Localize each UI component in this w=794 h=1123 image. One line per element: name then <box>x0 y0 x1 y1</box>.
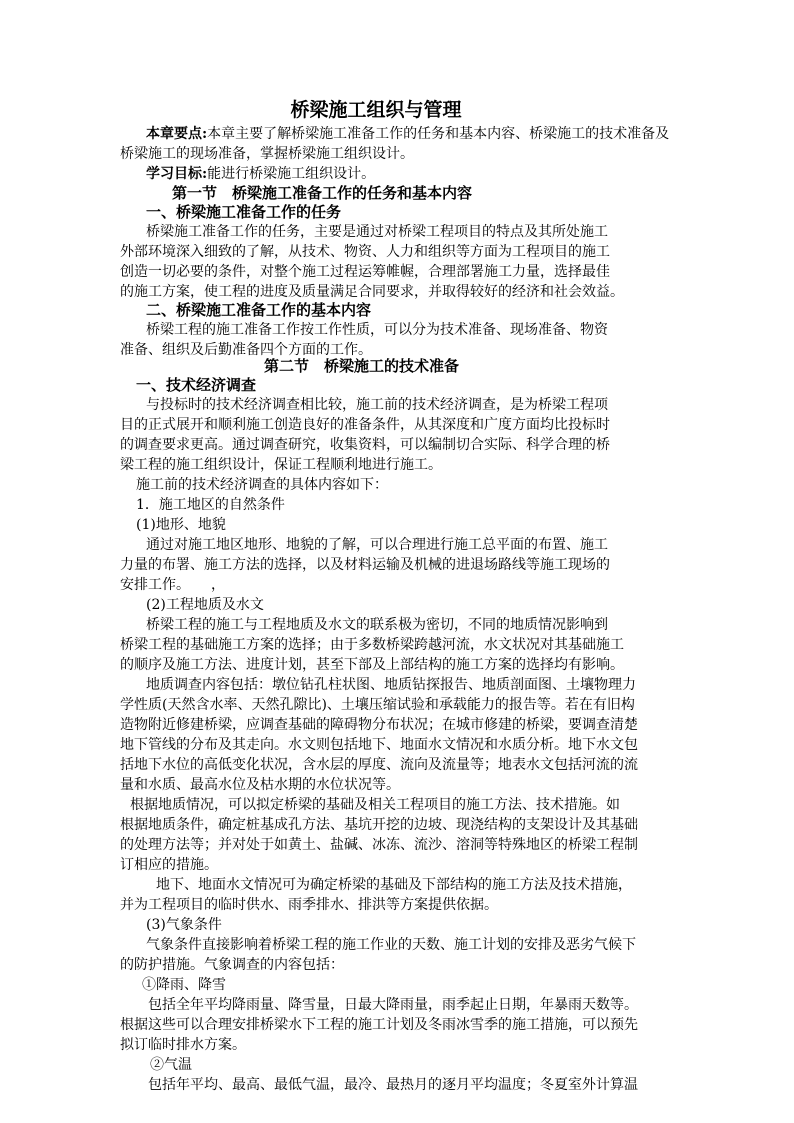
section-2-title: 第二节 桥梁施工的技术准备 <box>264 357 460 375</box>
learning-goal-line <box>146 164 375 184</box>
section-1-heading-2: 二、桥梁施工准备工作的基本内容 <box>146 301 372 319</box>
paragraph-line: 施工前的技术经济调查的具体内容如下： <box>136 477 388 493</box>
paragraph-line: 的处理方法等；并对处于如黄土、盐碱、冰冻、流沙、溶洞等特殊地区的桥梁工程制 <box>120 837 638 853</box>
paragraph-line: 括地下水位的高低变化状况，含水层的厚度、流向及流量等；地表水文包括河流的流 <box>120 757 638 773</box>
paragraph-line: 学性质(天然含水率、天然孔隙比)、土壤压缩试验和承载能力的报告等。若在有旧构 <box>120 697 635 713</box>
paragraph-line: 准备、组织及后勤准备四个方面的工作。 <box>120 342 372 358</box>
key-points-line-2: 桥梁施工的现场准备，掌握桥梁施工组织设计。 <box>120 146 414 162</box>
paragraph-line: 量和水质、最高水位及枯水期的水位状况等。 <box>120 777 400 793</box>
paragraph-line: 安排工作。 ， <box>120 577 225 593</box>
paragraph-line: 桥梁工程的施工与工程地质及水文的联系极为密切，不同的地质情况影响到 <box>146 617 608 633</box>
learning-goal-label: 学习目标: <box>146 166 208 182</box>
paragraph-line: 外部环境深入细致的了解，从技术、物资、人力和组织等方面为工程项目的施工 <box>120 244 610 260</box>
paragraph-line: 包括年平均、最高、最低气温，最冷、最热月的逐月平均温度；冬夏室外计算温 <box>148 1077 638 1093</box>
learning-goal-text: 能进行桥梁施工组织设计。 <box>207 166 376 182</box>
paragraph-line: 的施工方案，使工程的进度及质量满足合同要求，并取得较好的经济和社会效益。 <box>120 284 624 300</box>
paragraph-line: 包括全年平均降雨量、降雪量，日最大降雨量，雨季起止日期，年暴雨天数等。 <box>148 997 638 1013</box>
sub-item-heading: (1)地形、地貌 <box>136 517 226 533</box>
sub-sub-item-heading: ①降雨、降雪 <box>142 977 226 993</box>
paragraph-line: 力量的布署、施工方法的选择，以及材料运输及机械的进退场路线等施工现场的 <box>120 557 610 573</box>
sub-sub-item-heading: ②气温 <box>150 1057 192 1073</box>
paragraph-line: 桥梁工程的基础施工方案的选择；由于多数桥梁跨越河流，水文状况对其基础施工 <box>120 637 624 653</box>
key-points-label: 本章要点: <box>146 126 208 142</box>
paragraph-line: 桥梁施工准备工作的任务，主要是通过对桥梁工程项目的特点及其所处施工 <box>146 224 608 240</box>
paragraph-line: 的顺序及施工方法、进度计划，甚至下部及上部结构的施工方案的选择均有影响。 <box>120 657 624 673</box>
paragraph-line: 根据地质情况，可以拟定桥梁的基础及相关工程项目的施工方法、技术措施。如 <box>130 797 620 813</box>
key-points-line-1 <box>146 124 669 144</box>
paragraph-line: 梁工程的施工组织设计，保证工程顺利地进行施工。 <box>120 457 442 473</box>
section-2-heading-1: 一、技术经济调查 <box>136 376 257 394</box>
paragraph-line: 创造一切必要的条件，对整个施工过程运筹帷幄，合理部署施工力量，选择最佳 <box>120 264 610 280</box>
section-1-heading-1: 一、桥梁施工准备工作的任务 <box>146 203 342 221</box>
paragraph-line: 桥梁工程的施工准备工作按工作性质，可以分为技术准备、现场准备、物资 <box>146 322 608 338</box>
paragraph-line: 订相应的措施。 <box>120 857 218 873</box>
sub-item-heading: (2)工程地质及水文 <box>146 597 264 613</box>
paragraph-line: 的调查要求更高。通过调查研究，收集资料，可以编制切合实际、科学合理的桥 <box>120 437 610 453</box>
paragraph-line: 地下管线的分布及其走向。水文则包括地下、地面水文情况和水质分析。地下水文包 <box>120 737 638 753</box>
paragraph-line: 与投标时的技术经济调查相比较，施工前的技术经济调查，是为桥梁工程项 <box>146 397 608 413</box>
sub-item-heading: (3)气象条件 <box>146 917 222 933</box>
paragraph-line: 通过对施工地区地形、地貌的了解，可以合理进行施工总平面的布置、施工 <box>146 537 608 553</box>
paragraph-line: 造物附近修建桥梁，应调查基础的障碍物分布状况；在城市修建的桥梁，要调查清楚 <box>120 717 638 733</box>
paragraph-line: 根据地质条件，确定桩基成孔方法、基坑开挖的边坡、现浇结构的支架设计及其基础 <box>120 817 638 833</box>
key-points-text: 本章主要了解桥梁施工准备工作的任务和基本内容、桥梁施工的技术准备及 <box>207 126 670 142</box>
paragraph-line: 地下、地面水文情况可为确定桥梁的基础及下部结构的施工方法及技术措施， <box>156 877 632 893</box>
paragraph-line: 气象条件直接影响着桥梁工程的施工作业的天数、施工计划的安排及恶劣气候下 <box>146 937 636 953</box>
list-item-heading: 1．施工地区的自然条件 <box>136 497 285 513</box>
paragraph-line: 并为工程项目的临时供水、雨季排水、排洪等方案提供依据。 <box>120 897 498 913</box>
paragraph-line: 拟订临时排水方案。 <box>120 1037 246 1053</box>
page-title: 桥梁施工组织与管理 <box>290 99 462 121</box>
section-1-title: 第一节 桥梁施工准备工作的任务和基本内容 <box>172 184 473 202</box>
paragraph-line: 根据这些可以合理安排桥梁水下工程的施工计划及冬雨冰雪季的施工措施，可以预先 <box>120 1017 638 1033</box>
paragraph-line: 的防护措施。气象调查的内容包括： <box>120 957 344 973</box>
paragraph-line: 地质调查内容包括：墩位钻孔柱状图、地质钻探报告、地质剖面图、土壤物理力 <box>146 677 636 693</box>
paragraph-line: 目的正式展开和顺利施工创造良好的准备条件，从其深度和广度方面均比投标时 <box>120 417 610 433</box>
